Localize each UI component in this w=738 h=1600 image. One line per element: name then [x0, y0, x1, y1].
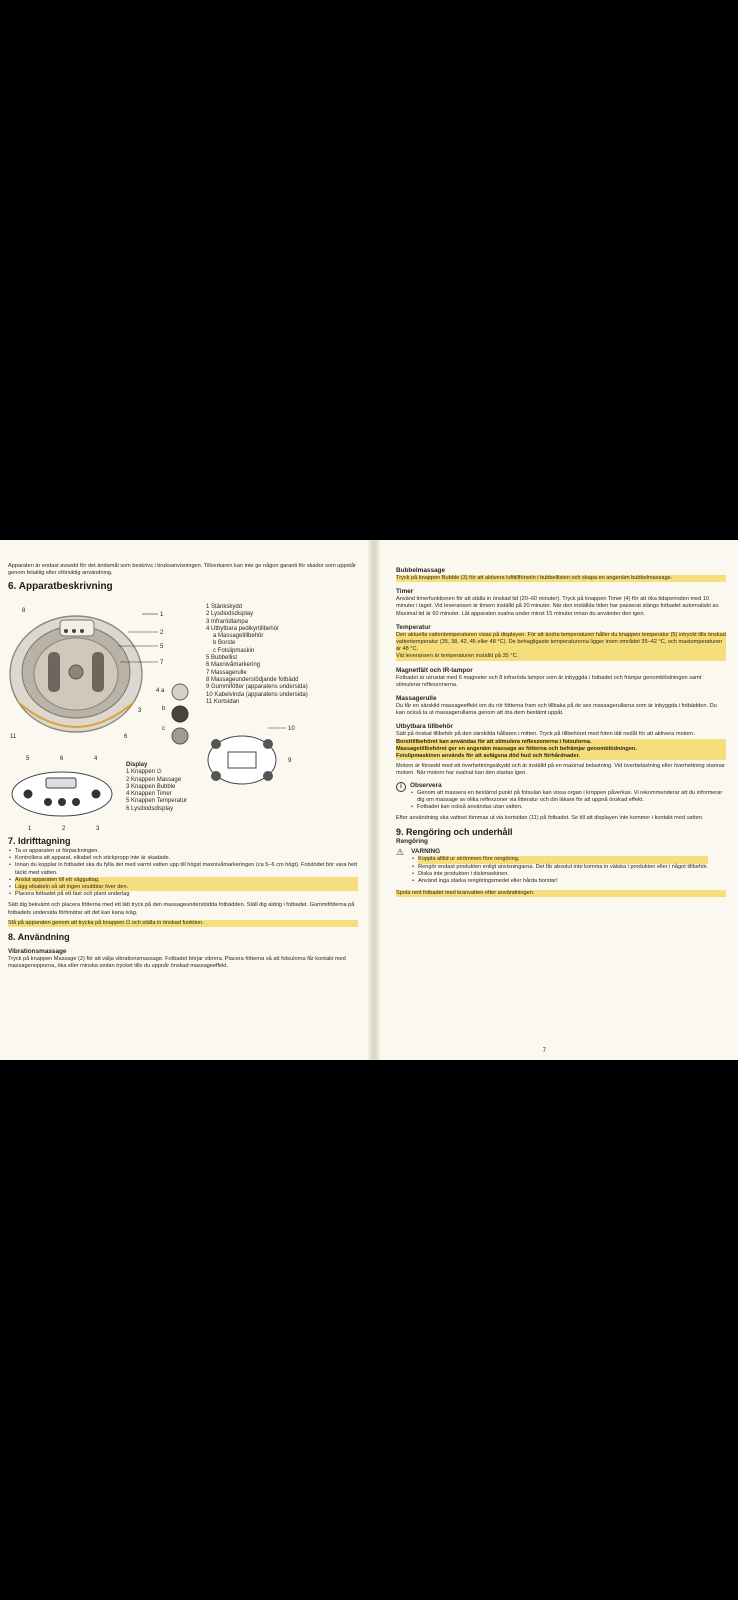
fig-number-c: c [162, 726, 165, 732]
accessory-title: Utbytbara tillbehör [396, 723, 453, 731]
timer-text: Använd timerfunktionen för att ställa in önskad tid (20–60 minuter). Tryck på knappen Timer (4) för att öka tidsperioden med 10 minuter i taget. Vid leveransen är timern inställd på 20 minuter. När den inställda tiden har passerat stängs fotbadet automatiskt av. Maximal tid är 60 minuter. Låt apparaten svalna under minst 15 minuter innan du använder den igen. [396, 596, 720, 617]
setup-bullet: • Ta ur apparaten ur förpackningen. [15, 848, 358, 855]
setup-bullet: • Placera fotbadet på ett fast och plant underlag [15, 891, 358, 898]
right-page [380, 540, 738, 1060]
rinse-text: Spola rent fotbadet med kranvatten efter användningen. [396, 890, 726, 897]
after-use-text: Efter användning ska vattnet tömmas ut via kortsidan (11) på fotbadet. Se till att displayen inte kommer i kontakt med vatten. [396, 815, 704, 822]
roller-text: Du får en särskild massageeffekt om du rör fötterna fram och tillbaka på de sex massagerullarna som är inbyggda i fotbädden. Du kan också ta ut massagerullarna genom att dra dem bestämt uppåt. [396, 703, 717, 717]
fig-number-1: 1 [160, 612, 164, 618]
observe-bullet: • Fotbadet kan också användas utan vatten. [417, 804, 726, 811]
observe-bullet: • Genom att massera en bestämd punkt på fotsulan kan vissa organ i kroppen påverkas. Vi rekommenderar att du informerar dig om massage av olika reflexzoner via litteratur och din läkare för att uppnå önskad effekt. [417, 790, 726, 804]
part-item: 8 Massageunderstödjande fotbädd [206, 676, 299, 683]
part-item: 5 Bubbellist [206, 655, 238, 662]
display-number-1: 1 [28, 826, 32, 832]
bubble-text: Tryck på knappen Bubble (3) för att aktivera lufttillförseln i bubbellisten och skapa en angenäm bubbelmassage. [396, 575, 726, 582]
parts-legend [206, 604, 308, 706]
bubble-title: Bubbelmassage [396, 567, 446, 574]
display-number-2: 2 [62, 826, 66, 832]
temperature-delivery: Vid leveransen är temperaturen inställd på 35 °C. [396, 653, 726, 660]
display-item: 6 Lysdiodsdisplay [126, 805, 174, 812]
part-item: 7 Massagerulle [206, 669, 247, 676]
setup-paragraph: Sätt dig bekvämt och placera fötterna med ett lätt tryck på den massageunderstödda fotbädden. Ställ dig aldrig i fotbadet. Gummifötterna på fotbadets undersida förhindrar att det kan kana iväg. [8, 902, 355, 916]
fig-number-b: b [162, 706, 166, 712]
setup-list [8, 848, 358, 898]
intro-text: Apparaten är endast avsedd för det ändamål som beskrivs i bruksanvisningen. Tillverkaren kan inte ge någon garanti för skador som uppstår genom felaktig eller oförsiktig användning. [8, 563, 356, 577]
fig-number-5: 5 [160, 644, 164, 650]
section-7 [8, 836, 358, 970]
power-on-text: Slå på apparaten genom att trycka på knappen ⏻ och ställa in önskad funktion. [8, 920, 358, 927]
section-8-title: 8. Användning [8, 932, 70, 943]
part-item: 4 Utbytbara pedikyrtillbehör [206, 625, 280, 632]
section-7-title: 7. Idrifttagning [8, 836, 71, 846]
temperature-text: Den aktuella vattentemperaturen visas på displayen. För att ändra temperaturen håller du knappen temperatur (5) intryckt tills önskad vattentemperatur (35, 38, 42, 45 eller 48 °C). De behagligaste temperaturerna ligger inom området 35–42 °C, och maxtemperaturen är 48 °C. [396, 631, 726, 653]
setup-bullet: • Lägg elkabeln så att ingen snubblar över den. [15, 884, 358, 891]
part-item: c Fotslipmaskin [213, 647, 255, 654]
warning-triangle-icon: ⚠ [396, 847, 405, 858]
manual-spread [0, 540, 738, 1060]
part-item: 9 Gummifötter (apparatens undersida) [206, 684, 308, 691]
part-item: 1 Stänkskydd [206, 604, 243, 610]
page-number: 7 [542, 1048, 546, 1054]
display-item: 1 Knappen ⏻ [126, 769, 162, 776]
magnet-title: Magnetfält och IR-lampor [396, 666, 473, 674]
observe-note [396, 782, 726, 812]
fig-number-2: 2 [160, 630, 164, 636]
brush-text: Borsttillbehöret kan användas för att stimulera reflexzonerna i fotsulorna. [396, 739, 726, 746]
info-icon: i [396, 782, 406, 792]
warning-bullet: • Diska inte produkten i diskmaskinen. [418, 871, 708, 878]
massage-accessory-text: Massagetillbehöret ger en angenäm massage av fötterna och befrämjar genomblödningen. [396, 746, 726, 753]
section-9-title: 9. Rengöring och underhåll [396, 827, 513, 838]
warning-bullet: • Koppla alltid ur strömmen före rengöring. [418, 856, 708, 863]
timer-title: Timer [396, 588, 414, 596]
motor-text: Motorn är försedd med ett överhettningsskydd och är inställd på en maximal belastning. Vid överbelastning eller överhettning stannar motorn. När motorn har svalnat kan den startas igen. [396, 763, 725, 777]
fig-number-11: 11 [10, 734, 17, 740]
fig-number-8: 8 [22, 608, 26, 614]
setup-bullet: • Innan du kopplar in fotbadet ska du fylla det med varmt vatten upp till högst maxnivåmarkeringen (ca 5–6 cm högt). Fotstödet bör vara helt täckt med vatten. [15, 862, 358, 876]
part-item: 10 Kabelvinda (apparatens undersida) [206, 691, 308, 698]
observe-list [410, 790, 726, 812]
fig-number-6: 6 [124, 734, 128, 740]
temperature-title: Temperatur [396, 623, 431, 631]
display-item: 4 Knappen Timer [126, 791, 172, 798]
part-item: 2 Lysdiodsdisplay [206, 611, 254, 618]
warning-bullet: • Använd inga starka rengöringsmedel eller hårda borstar! [418, 878, 708, 885]
display-panel-illustration [8, 752, 120, 832]
warning-title: VARNING [411, 848, 441, 856]
fig-number-7: 7 [160, 660, 164, 666]
display-number-3: 3 [96, 826, 100, 832]
fig-number-3: 3 [138, 708, 142, 714]
warning-note [396, 848, 726, 885]
display-item: 3 Knappen Bubble [126, 783, 176, 790]
warning-bullet: • Rengör endast produkten enligt anvisningarna. Det får absolut inte komma in vätska i produkten eller i något tillbehör. [418, 864, 708, 871]
vibration-text: Tryck på knappen Massage (2) för att välja vibrationsmassage. Fotbadet börjar vibrera. Placera fötterna så att fotsulorna får kontakt med massagenopporna, öka eller minska sedan trycket tills du uppnår önskad massageeffekt. [8, 956, 346, 970]
fig-number-4a: 4 a [156, 688, 165, 694]
foot-file-text: Fotslipmaskinen används för att avlägsna död hud och förhårdnader. [396, 753, 726, 760]
setup-bullet: • Anslut apparaten till ett vägguttag. [15, 877, 358, 884]
accessory-illustration [168, 680, 192, 750]
magnet-text: Fotbadet är utrustat med 6 magneter och 8 infraröda lampor som är inbyggda i fotbadet och främjar genomblödningen samt stimulerar reflexzonerna. [396, 674, 702, 688]
part-item: 11 Kortsidan [206, 698, 240, 705]
fig-number-10: 10 [288, 726, 295, 732]
warning-list [411, 856, 708, 885]
part-item: 6 Maxnivåmarkering [206, 662, 261, 669]
fig-number-9: 9 [288, 758, 292, 764]
vibration-title: Vibrationsmassage [8, 948, 67, 956]
cleaning-title: Rengöring [396, 838, 428, 846]
section-6-title: 6. Apparatbeskrivning [8, 581, 113, 593]
display-number-6: 6 [60, 756, 64, 762]
part-item: b Borste [213, 640, 236, 647]
part-item: a Massagetillbehör [213, 633, 264, 640]
roller-title: Massagerulle [396, 695, 437, 703]
underside-illustration [198, 722, 298, 786]
setup-bullet: • Kontrollera att apparat, elkabel och stickpropp inte är skadade. [15, 855, 358, 862]
display-number-5: 5 [26, 756, 30, 762]
observe-title: Observera [410, 781, 442, 789]
accessory-text: Sätt på önskat tillbehör på den särskilda hållaren i mitten. Tryck på tillbehöret med foten lätt nedåt för att aktivera motorn. [396, 731, 695, 738]
display-item: 5 Knappen Temperatur [126, 798, 187, 805]
part-item: 3 Infrarödlampa [206, 618, 249, 625]
display-title: Display [126, 762, 148, 768]
display-legend [126, 762, 187, 813]
display-number-4: 4 [94, 756, 98, 762]
display-item: 2 Knappen Massage [126, 776, 182, 783]
